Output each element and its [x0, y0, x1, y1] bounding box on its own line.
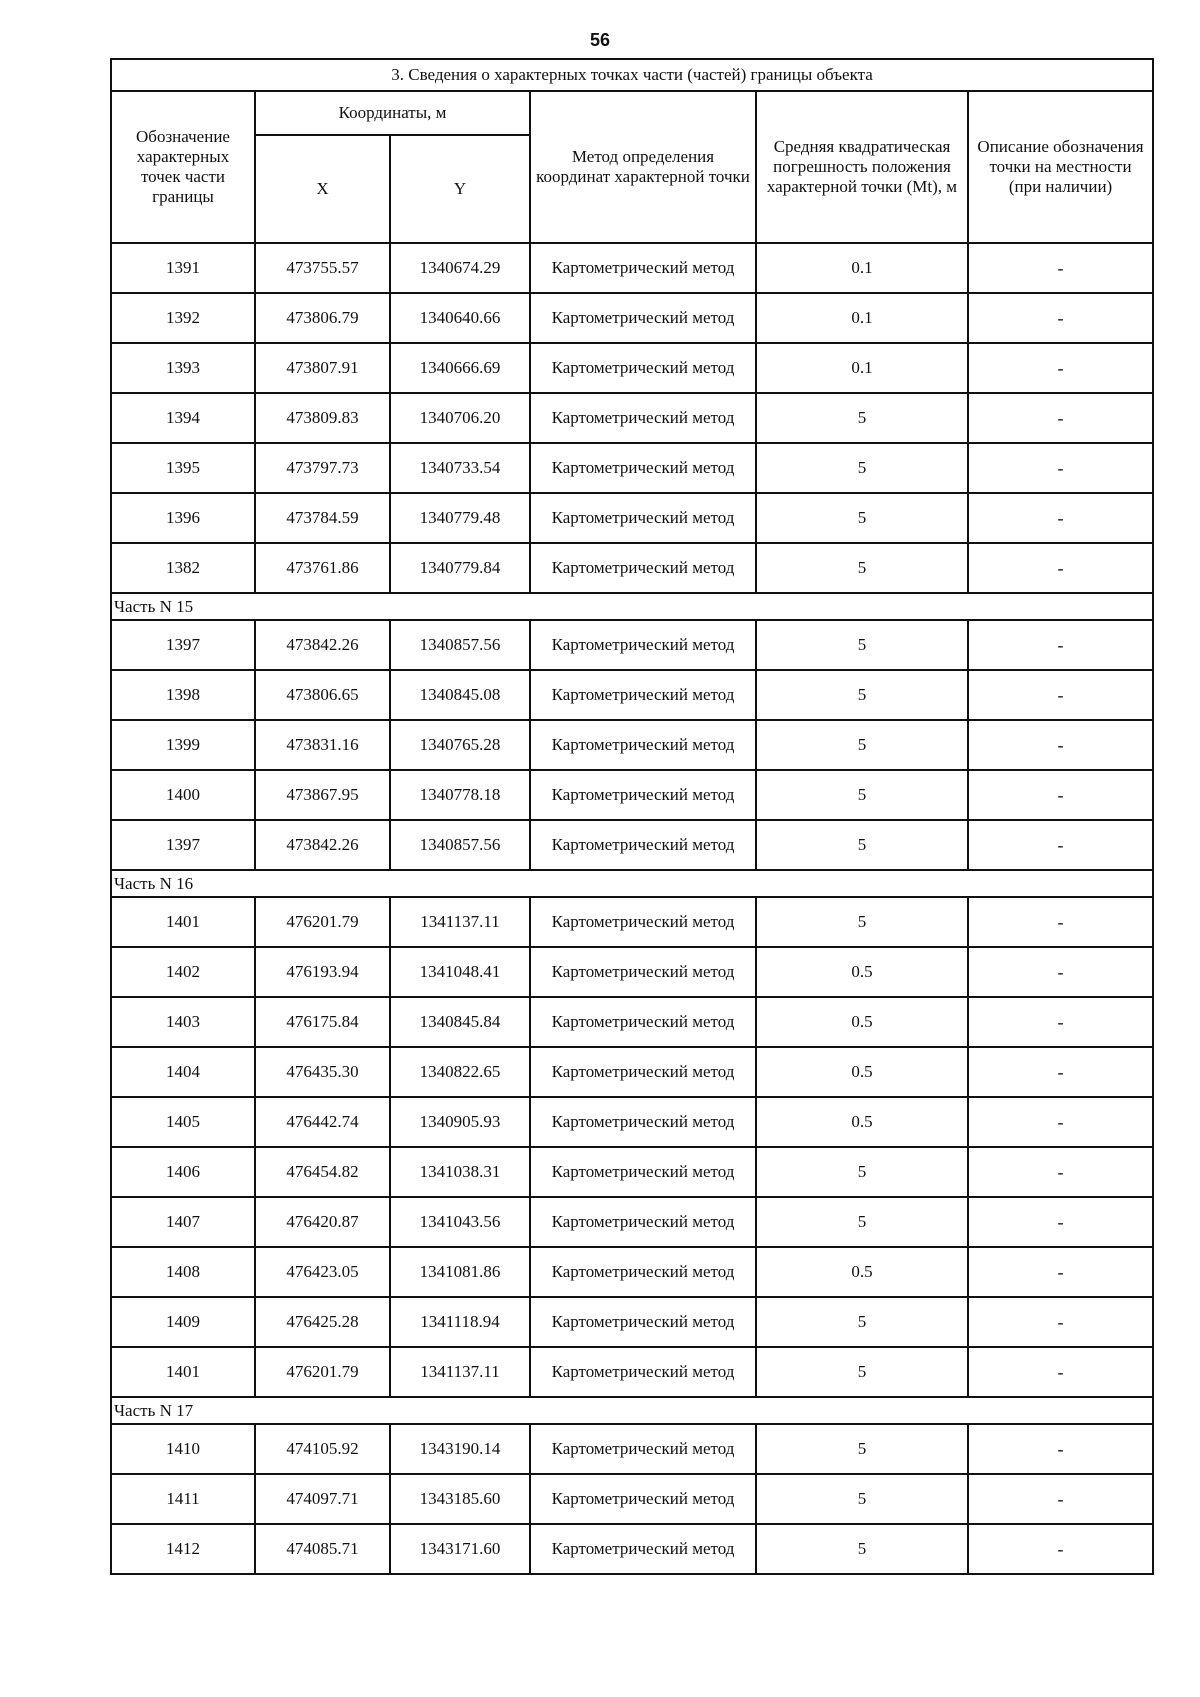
x-coordinate-cell: 473867.95: [255, 770, 390, 820]
header-accuracy: Средняя квадратическая погрешность положения характерной точки (Mt), м: [756, 91, 968, 243]
description-cell: -: [968, 1474, 1153, 1524]
description-cell: -: [968, 897, 1153, 947]
y-coordinate-cell: 1343185.60: [390, 1474, 530, 1524]
x-coordinate-cell: 476201.79: [255, 1347, 390, 1397]
x-coordinate-cell: 476175.84: [255, 997, 390, 1047]
header-method: Метод определения координат характерной точки: [530, 91, 756, 243]
method-cell: Картометрический метод: [530, 443, 756, 493]
method-cell: Картометрический метод: [530, 543, 756, 593]
y-coordinate-cell: 1341137.11: [390, 897, 530, 947]
accuracy-cell: 0.5: [756, 997, 968, 1047]
accuracy-cell: 5: [756, 543, 968, 593]
y-coordinate-cell: 1341118.94: [390, 1297, 530, 1347]
point-id-cell: 1404: [111, 1047, 255, 1097]
table-title: 3. Сведения о характерных точках части (частей) границы объекта: [111, 59, 1153, 91]
table-row: [111, 543, 1153, 593]
table-row: [111, 620, 1153, 670]
y-coordinate-cell: 1343171.60: [390, 1524, 530, 1574]
x-coordinate-cell: 473809.83: [255, 393, 390, 443]
point-id-cell: 1396: [111, 493, 255, 543]
header-y: Y: [390, 135, 530, 243]
y-coordinate-cell: 1340857.56: [390, 820, 530, 870]
accuracy-cell: 0.5: [756, 1247, 968, 1297]
point-id-cell: 1402: [111, 947, 255, 997]
method-cell: Картометрический метод: [530, 620, 756, 670]
header-coordinates: Координаты, м: [255, 91, 530, 135]
description-cell: -: [968, 720, 1153, 770]
accuracy-cell: 5: [756, 1474, 968, 1524]
method-cell: Картометрический метод: [530, 243, 756, 293]
point-id-cell: 1407: [111, 1197, 255, 1247]
y-coordinate-cell: 1340666.69: [390, 343, 530, 393]
accuracy-cell: 5: [756, 620, 968, 670]
x-coordinate-cell: 474085.71: [255, 1524, 390, 1574]
accuracy-cell: 5: [756, 1347, 968, 1397]
table-row: [111, 1524, 1153, 1574]
table-row: [111, 820, 1153, 870]
header-point-designation: Обозначение характерных точек части границы: [111, 91, 255, 243]
description-cell: -: [968, 1147, 1153, 1197]
x-coordinate-cell: 473806.79: [255, 293, 390, 343]
part-header-row: [111, 870, 1153, 897]
description-cell: -: [968, 243, 1153, 293]
accuracy-cell: 5: [756, 393, 968, 443]
table-row: [111, 720, 1153, 770]
y-coordinate-cell: 1340640.66: [390, 293, 530, 343]
table-row: [111, 670, 1153, 720]
table-row: [111, 243, 1153, 293]
table-row: [111, 947, 1153, 997]
x-coordinate-cell: 473784.59: [255, 493, 390, 543]
point-id-cell: 1405: [111, 1097, 255, 1147]
accuracy-cell: 0.5: [756, 947, 968, 997]
point-id-cell: 1408: [111, 1247, 255, 1297]
method-cell: Картометрический метод: [530, 770, 756, 820]
description-cell: -: [968, 1197, 1153, 1247]
boundary-points-table: [110, 58, 1154, 1575]
table-row: [111, 1197, 1153, 1247]
x-coordinate-cell: 473806.65: [255, 670, 390, 720]
x-coordinate-cell: 473842.26: [255, 620, 390, 670]
method-cell: Картометрический метод: [530, 393, 756, 443]
accuracy-cell: 5: [756, 1197, 968, 1247]
y-coordinate-cell: 1340779.48: [390, 493, 530, 543]
point-id-cell: 1400: [111, 770, 255, 820]
description-cell: -: [968, 947, 1153, 997]
method-cell: Картометрический метод: [530, 293, 756, 343]
part-label: Часть N 15: [111, 593, 1153, 620]
description-cell: -: [968, 1524, 1153, 1574]
accuracy-cell: 5: [756, 720, 968, 770]
table-row: [111, 1474, 1153, 1524]
description-cell: -: [968, 620, 1153, 670]
point-id-cell: 1397: [111, 820, 255, 870]
y-coordinate-cell: 1340778.18: [390, 770, 530, 820]
y-coordinate-cell: 1341137.11: [390, 1347, 530, 1397]
x-coordinate-cell: 476442.74: [255, 1097, 390, 1147]
method-cell: Картометрический метод: [530, 897, 756, 947]
method-cell: Картометрический метод: [530, 997, 756, 1047]
point-id-cell: 1398: [111, 670, 255, 720]
part-label: Часть N 16: [111, 870, 1153, 897]
accuracy-cell: 5: [756, 443, 968, 493]
x-coordinate-cell: 474097.71: [255, 1474, 390, 1524]
x-coordinate-cell: 476201.79: [255, 897, 390, 947]
accuracy-cell: 0.1: [756, 343, 968, 393]
description-cell: -: [968, 293, 1153, 343]
y-coordinate-cell: 1340779.84: [390, 543, 530, 593]
x-coordinate-cell: 476423.05: [255, 1247, 390, 1297]
table-row: [111, 997, 1153, 1047]
method-cell: Картометрический метод: [530, 720, 756, 770]
page-number: 56: [589, 30, 611, 50]
point-id-cell: 1394: [111, 393, 255, 443]
method-cell: Картометрический метод: [530, 1197, 756, 1247]
point-id-cell: 1406: [111, 1147, 255, 1197]
point-id-cell: 1393: [111, 343, 255, 393]
description-cell: -: [968, 1097, 1153, 1147]
x-coordinate-cell: 473797.73: [255, 443, 390, 493]
point-id-cell: 1412: [111, 1524, 255, 1574]
method-cell: Картометрический метод: [530, 1247, 756, 1297]
table-row: [111, 1147, 1153, 1197]
y-coordinate-cell: 1340857.56: [390, 620, 530, 670]
point-id-cell: 1411: [111, 1474, 255, 1524]
method-cell: Картометрический метод: [530, 1297, 756, 1347]
x-coordinate-cell: 476420.87: [255, 1197, 390, 1247]
header-x: X: [255, 135, 390, 243]
method-cell: Картометрический метод: [530, 1047, 756, 1097]
y-coordinate-cell: 1341043.56: [390, 1197, 530, 1247]
table-row: [111, 897, 1153, 947]
part-header-row: [111, 593, 1153, 620]
description-cell: -: [968, 543, 1153, 593]
point-id-cell: 1403: [111, 997, 255, 1047]
point-id-cell: 1409: [111, 1297, 255, 1347]
point-id-cell: 1401: [111, 897, 255, 947]
accuracy-cell: 5: [756, 493, 968, 543]
description-cell: -: [968, 1247, 1153, 1297]
x-coordinate-cell: 474105.92: [255, 1424, 390, 1474]
y-coordinate-cell: 1340765.28: [390, 720, 530, 770]
accuracy-cell: 5: [756, 1524, 968, 1574]
table-row: [111, 343, 1153, 393]
accuracy-cell: 5: [756, 820, 968, 870]
x-coordinate-cell: 473842.26: [255, 820, 390, 870]
accuracy-cell: 5: [756, 770, 968, 820]
method-cell: Картометрический метод: [530, 1347, 756, 1397]
x-coordinate-cell: 473831.16: [255, 720, 390, 770]
point-id-cell: 1410: [111, 1424, 255, 1474]
table-row: [111, 1424, 1153, 1474]
table-body: [111, 243, 1153, 1574]
accuracy-cell: 5: [756, 670, 968, 720]
description-cell: -: [968, 1047, 1153, 1097]
y-coordinate-cell: 1340674.29: [390, 243, 530, 293]
accuracy-cell: 0.5: [756, 1047, 968, 1097]
table-row: [111, 393, 1153, 443]
table-row: [111, 1247, 1153, 1297]
header-description: Описание обозначения точки на местности (при наличии): [968, 91, 1153, 243]
description-cell: -: [968, 1297, 1153, 1347]
method-cell: Картометрический метод: [530, 1474, 756, 1524]
y-coordinate-cell: 1340733.54: [390, 443, 530, 493]
x-coordinate-cell: 476435.30: [255, 1047, 390, 1097]
description-cell: -: [968, 770, 1153, 820]
y-coordinate-cell: 1341048.41: [390, 947, 530, 997]
x-coordinate-cell: 476454.82: [255, 1147, 390, 1197]
description-cell: -: [968, 443, 1153, 493]
y-coordinate-cell: 1340845.84: [390, 997, 530, 1047]
description-cell: -: [968, 1424, 1153, 1474]
accuracy-cell: 5: [756, 1147, 968, 1197]
point-id-cell: 1397: [111, 620, 255, 670]
method-cell: Картометрический метод: [530, 820, 756, 870]
method-cell: Картометрический метод: [530, 1424, 756, 1474]
point-id-cell: 1382: [111, 543, 255, 593]
table-row: [111, 1097, 1153, 1147]
x-coordinate-cell: 476193.94: [255, 947, 390, 997]
y-coordinate-cell: 1340822.65: [390, 1047, 530, 1097]
method-cell: Картометрический метод: [530, 343, 756, 393]
method-cell: Картометрический метод: [530, 947, 756, 997]
table-row: [111, 493, 1153, 543]
description-cell: -: [968, 493, 1153, 543]
point-id-cell: 1401: [111, 1347, 255, 1397]
y-coordinate-cell: 1340706.20: [390, 393, 530, 443]
x-coordinate-cell: 473807.91: [255, 343, 390, 393]
point-id-cell: 1391: [111, 243, 255, 293]
description-cell: -: [968, 670, 1153, 720]
table-row: [111, 1047, 1153, 1097]
method-cell: Картометрический метод: [530, 1524, 756, 1574]
x-coordinate-cell: 476425.28: [255, 1297, 390, 1347]
description-cell: -: [968, 1347, 1153, 1397]
x-coordinate-cell: 473755.57: [255, 243, 390, 293]
y-coordinate-cell: 1341038.31: [390, 1147, 530, 1197]
table-row: [111, 770, 1153, 820]
y-coordinate-cell: 1340845.08: [390, 670, 530, 720]
x-coordinate-cell: 473761.86: [255, 543, 390, 593]
accuracy-cell: 5: [756, 897, 968, 947]
point-id-cell: 1395: [111, 443, 255, 493]
accuracy-cell: 0.1: [756, 293, 968, 343]
table-row: [111, 443, 1153, 493]
point-id-cell: 1392: [111, 293, 255, 343]
method-cell: Картометрический метод: [530, 1147, 756, 1197]
y-coordinate-cell: 1340905.93: [390, 1097, 530, 1147]
description-cell: -: [968, 393, 1153, 443]
description-cell: -: [968, 997, 1153, 1047]
y-coordinate-cell: 1341081.86: [390, 1247, 530, 1297]
table-row: [111, 293, 1153, 343]
part-header-row: [111, 1397, 1153, 1424]
point-id-cell: 1399: [111, 720, 255, 770]
method-cell: Картометрический метод: [530, 670, 756, 720]
accuracy-cell: 5: [756, 1297, 968, 1347]
accuracy-cell: 5: [756, 1424, 968, 1474]
y-coordinate-cell: 1343190.14: [390, 1424, 530, 1474]
table-row: [111, 1297, 1153, 1347]
description-cell: -: [968, 343, 1153, 393]
accuracy-cell: 0.5: [756, 1097, 968, 1147]
method-cell: Картометрический метод: [530, 1097, 756, 1147]
description-cell: -: [968, 820, 1153, 870]
part-label: Часть N 17: [111, 1397, 1153, 1424]
table-row: [111, 1347, 1153, 1397]
method-cell: Картометрический метод: [530, 493, 756, 543]
accuracy-cell: 0.1: [756, 243, 968, 293]
